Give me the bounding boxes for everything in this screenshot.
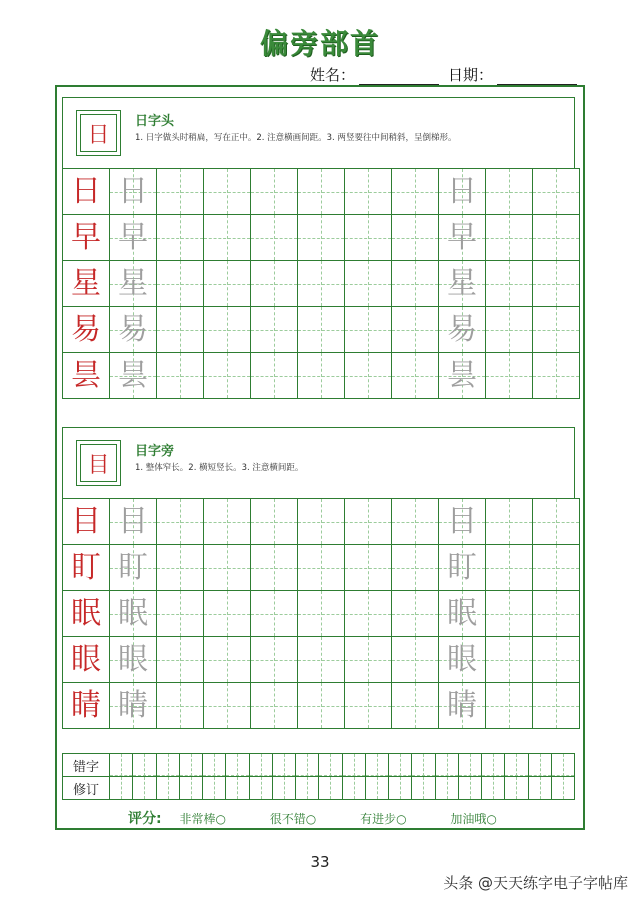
correction-cell[interactable] <box>528 754 551 777</box>
trace-character: 昙 <box>447 358 477 393</box>
practice-row <box>63 637 580 683</box>
trace-character: 盯 <box>118 550 148 585</box>
practice-cell[interactable] <box>486 261 533 307</box>
practice-cell[interactable] <box>533 261 580 307</box>
correction-label: 错字 <box>63 754 110 777</box>
practice-cell[interactable] <box>533 637 580 683</box>
practice-cell[interactable] <box>533 353 580 399</box>
model-character: 目 <box>71 504 101 539</box>
model-character: 睛 <box>71 688 101 723</box>
correction-cell[interactable] <box>365 777 388 800</box>
correction-cell[interactable] <box>389 777 412 800</box>
trace-character: 易 <box>118 312 148 347</box>
practice-row <box>63 307 580 353</box>
model-cell[interactable] <box>63 215 110 261</box>
correction-cell[interactable] <box>179 754 202 777</box>
practice-cell[interactable] <box>251 169 298 215</box>
section-heading: 日字头 <box>135 114 175 129</box>
correction-cell[interactable] <box>342 754 365 777</box>
score-option-keep-going[interactable]: 加油哦○ <box>450 812 497 826</box>
trace-character: 昙 <box>118 358 148 393</box>
practice-cell[interactable] <box>298 683 345 729</box>
practice-cell[interactable] <box>533 169 580 215</box>
practice-cell[interactable] <box>157 215 204 261</box>
correction-cell[interactable] <box>226 777 249 800</box>
practice-cell[interactable] <box>157 637 204 683</box>
correction-cell[interactable] <box>226 754 249 777</box>
page-number: 33 <box>310 853 330 871</box>
correction-cell[interactable] <box>435 777 458 800</box>
model-cell[interactable] <box>63 591 110 637</box>
correction-cell[interactable] <box>133 754 156 777</box>
trace-character: 星 <box>118 266 148 301</box>
correction-cell[interactable] <box>412 754 435 777</box>
practice-cell[interactable] <box>345 637 392 683</box>
model-character: 星 <box>71 266 101 301</box>
practice-cell[interactable] <box>533 591 580 637</box>
practice-cell[interactable] <box>392 169 439 215</box>
section-heading: 目字旁 <box>135 444 175 459</box>
correction-cell[interactable] <box>296 777 319 800</box>
trace-cell[interactable] <box>110 307 157 353</box>
practice-cell[interactable] <box>345 499 392 545</box>
watermark: 头条 @天天练字电子字帖库 <box>443 874 628 892</box>
correction-cell[interactable] <box>482 754 505 777</box>
name-field <box>310 64 439 85</box>
correction-cell[interactable] <box>319 754 342 777</box>
trace-cell[interactable] <box>110 637 157 683</box>
practice-cell[interactable] <box>345 353 392 399</box>
practice-cell[interactable] <box>251 215 298 261</box>
practice-cell[interactable] <box>392 353 439 399</box>
trace-character: 日 <box>118 174 148 209</box>
correction-cell[interactable] <box>365 754 388 777</box>
practice-row <box>63 353 580 399</box>
trace-character: 日 <box>447 174 477 209</box>
trace-character: 眼 <box>447 642 477 677</box>
score-row <box>128 808 537 828</box>
practice-cell[interactable] <box>251 353 298 399</box>
score-option-excellent[interactable]: 非常棒○ <box>179 812 226 826</box>
practice-cell[interactable] <box>157 683 204 729</box>
model-cell[interactable] <box>63 545 110 591</box>
practice-cell[interactable] <box>204 545 251 591</box>
correction-cell[interactable] <box>482 777 505 800</box>
practice-cell[interactable] <box>298 545 345 591</box>
practice-cell[interactable] <box>345 261 392 307</box>
model-cell[interactable] <box>63 261 110 307</box>
practice-cell[interactable] <box>392 683 439 729</box>
date-label: 日期： <box>448 66 494 84</box>
trace-cell[interactable] <box>439 637 486 683</box>
correction-cell[interactable] <box>435 754 458 777</box>
section-tip: 1. 日字做头时稍扁，写在正中。2. 注意横画间距。3. 两竖要往中间稍斜，呈倒梯形。 <box>135 133 457 143</box>
trace-cell[interactable] <box>110 499 157 545</box>
correction-cell[interactable] <box>458 777 481 800</box>
practice-cell[interactable] <box>298 261 345 307</box>
practice-row <box>63 591 580 637</box>
practice-cell[interactable] <box>486 637 533 683</box>
practice-cell[interactable] <box>251 261 298 307</box>
correction-cell[interactable] <box>110 754 133 777</box>
practice-grid-1 <box>62 168 580 399</box>
radical-box <box>76 440 121 486</box>
correction-label: 修订 <box>63 777 110 800</box>
model-cell[interactable] <box>63 683 110 729</box>
correction-cell[interactable] <box>551 754 574 777</box>
practice-cell[interactable] <box>298 637 345 683</box>
correction-grid <box>62 753 575 800</box>
correction-cell[interactable] <box>156 777 179 800</box>
practice-cell[interactable] <box>204 215 251 261</box>
practice-row <box>63 499 580 545</box>
correction-cell[interactable] <box>296 754 319 777</box>
correction-cell[interactable] <box>505 777 528 800</box>
practice-cell[interactable] <box>392 545 439 591</box>
practice-cell[interactable] <box>533 545 580 591</box>
model-character: 日 <box>71 174 101 209</box>
trace-cell[interactable] <box>110 215 157 261</box>
practice-cell[interactable] <box>486 683 533 729</box>
practice-row <box>63 261 580 307</box>
model-character: 易 <box>71 312 101 347</box>
practice-cell[interactable] <box>157 169 204 215</box>
practice-cell[interactable] <box>345 169 392 215</box>
practice-cell[interactable] <box>204 261 251 307</box>
score-option-progress[interactable]: 有进步○ <box>360 812 407 826</box>
trace-cell[interactable] <box>110 353 157 399</box>
correction-cell[interactable] <box>389 754 412 777</box>
model-cell[interactable] <box>63 637 110 683</box>
correction-cell[interactable] <box>505 754 528 777</box>
practice-cell[interactable] <box>486 545 533 591</box>
trace-character: 早 <box>447 220 477 255</box>
model-character: 早 <box>71 220 101 255</box>
practice-cell[interactable] <box>157 261 204 307</box>
practice-cell[interactable] <box>298 591 345 637</box>
trace-character: 睛 <box>447 688 477 723</box>
trace-character: 盯 <box>447 550 477 585</box>
model-cell[interactable] <box>63 499 110 545</box>
section-header-2 <box>62 427 575 499</box>
model-character: 眼 <box>71 642 101 677</box>
practice-cell[interactable] <box>251 545 298 591</box>
trace-cell[interactable] <box>439 545 486 591</box>
correction-cell[interactable] <box>203 754 226 777</box>
practice-cell[interactable] <box>298 169 345 215</box>
practice-cell[interactable] <box>533 215 580 261</box>
model-cell[interactable] <box>63 169 110 215</box>
trace-cell[interactable] <box>110 169 157 215</box>
name-blank[interactable] <box>359 70 439 85</box>
trace-cell[interactable] <box>439 353 486 399</box>
practice-cell[interactable] <box>157 307 204 353</box>
trace-cell[interactable] <box>110 591 157 637</box>
practice-cell[interactable] <box>251 683 298 729</box>
practice-cell[interactable] <box>486 353 533 399</box>
trace-character: 睛 <box>118 688 148 723</box>
radical-glyph: 日 <box>80 114 117 152</box>
practice-cell[interactable] <box>204 637 251 683</box>
section-header-1 <box>62 97 575 169</box>
practice-cell[interactable] <box>298 499 345 545</box>
practice-cell[interactable] <box>157 499 204 545</box>
practice-cell[interactable] <box>204 353 251 399</box>
trace-character: 星 <box>447 266 477 301</box>
correction-cell[interactable] <box>458 754 481 777</box>
practice-cell[interactable] <box>298 215 345 261</box>
model-cell[interactable] <box>63 353 110 399</box>
score-label: 评分: <box>128 811 162 827</box>
practice-row <box>63 683 580 729</box>
trace-cell[interactable] <box>439 261 486 307</box>
practice-cell[interactable] <box>345 591 392 637</box>
correction-cell[interactable] <box>412 777 435 800</box>
trace-cell[interactable] <box>439 591 486 637</box>
trace-character: 眠 <box>447 596 477 631</box>
correction-cell[interactable] <box>319 777 342 800</box>
practice-cell[interactable] <box>392 261 439 307</box>
name-label: 姓名： <box>310 66 356 84</box>
trace-cell[interactable] <box>110 545 157 591</box>
correction-cell[interactable] <box>528 777 551 800</box>
practice-cell[interactable] <box>392 215 439 261</box>
correction-cell[interactable] <box>203 777 226 800</box>
practice-cell[interactable] <box>486 215 533 261</box>
practice-row <box>63 545 580 591</box>
practice-cell[interactable] <box>204 499 251 545</box>
trace-character: 目 <box>118 504 148 539</box>
practice-cell[interactable] <box>157 591 204 637</box>
practice-cell[interactable] <box>392 499 439 545</box>
practice-cell[interactable] <box>204 591 251 637</box>
correction-cell[interactable] <box>272 754 295 777</box>
practice-cell[interactable] <box>533 683 580 729</box>
date-field <box>448 64 577 85</box>
trace-cell[interactable] <box>110 683 157 729</box>
practice-cell[interactable] <box>251 637 298 683</box>
practice-cell[interactable] <box>486 169 533 215</box>
practice-cell[interactable] <box>533 307 580 353</box>
practice-cell[interactable] <box>392 307 439 353</box>
correction-cell[interactable] <box>249 754 272 777</box>
practice-cell[interactable] <box>345 545 392 591</box>
practice-cell[interactable] <box>345 307 392 353</box>
radical-box <box>76 110 121 156</box>
practice-cell[interactable] <box>345 683 392 729</box>
correction-cell[interactable] <box>156 754 179 777</box>
practice-cell[interactable] <box>251 307 298 353</box>
section-tip: 1. 整体窄长。2. 横短竖长。3. 注意横间距。 <box>135 463 304 473</box>
correction-cell[interactable] <box>249 777 272 800</box>
practice-row <box>63 215 580 261</box>
practice-cell[interactable] <box>486 307 533 353</box>
trace-cell[interactable] <box>110 261 157 307</box>
practice-row <box>63 169 580 215</box>
practice-cell[interactable] <box>298 307 345 353</box>
practice-grid-2 <box>62 498 580 729</box>
trace-character: 易 <box>447 312 477 347</box>
practice-cell[interactable] <box>486 591 533 637</box>
practice-cell[interactable] <box>157 545 204 591</box>
page-title: 偏旁部首 <box>259 27 380 60</box>
trace-character: 眠 <box>118 596 148 631</box>
correction-cell[interactable] <box>133 777 156 800</box>
practice-cell[interactable] <box>392 637 439 683</box>
practice-cell[interactable] <box>392 591 439 637</box>
practice-cell[interactable] <box>204 307 251 353</box>
trace-character: 早 <box>118 220 148 255</box>
practice-cell[interactable] <box>204 169 251 215</box>
trace-character: 眼 <box>118 642 148 677</box>
date-blank[interactable] <box>497 70 577 85</box>
correction-cell[interactable] <box>551 777 574 800</box>
practice-cell[interactable] <box>533 499 580 545</box>
practice-cell[interactable] <box>486 499 533 545</box>
practice-cell[interactable] <box>251 499 298 545</box>
practice-cell[interactable] <box>345 215 392 261</box>
practice-cell[interactable] <box>204 683 251 729</box>
trace-cell[interactable] <box>439 499 486 545</box>
score-option-good[interactable]: 很不错○ <box>269 812 317 826</box>
model-character: 盯 <box>71 550 101 585</box>
practice-cell[interactable] <box>251 591 298 637</box>
trace-cell[interactable] <box>439 307 486 353</box>
trace-cell[interactable] <box>439 683 486 729</box>
correction-cell[interactable] <box>272 777 295 800</box>
model-character: 眠 <box>71 596 101 631</box>
practice-cell[interactable] <box>157 353 204 399</box>
trace-character: 目 <box>447 504 477 539</box>
correction-cell[interactable] <box>342 777 365 800</box>
model-cell[interactable] <box>63 307 110 353</box>
correction-cell[interactable] <box>179 777 202 800</box>
model-character: 昙 <box>71 358 101 393</box>
trace-cell[interactable] <box>439 215 486 261</box>
trace-cell[interactable] <box>439 169 486 215</box>
radical-glyph: 目 <box>80 444 117 482</box>
correction-cell[interactable] <box>110 777 133 800</box>
practice-cell[interactable] <box>298 353 345 399</box>
